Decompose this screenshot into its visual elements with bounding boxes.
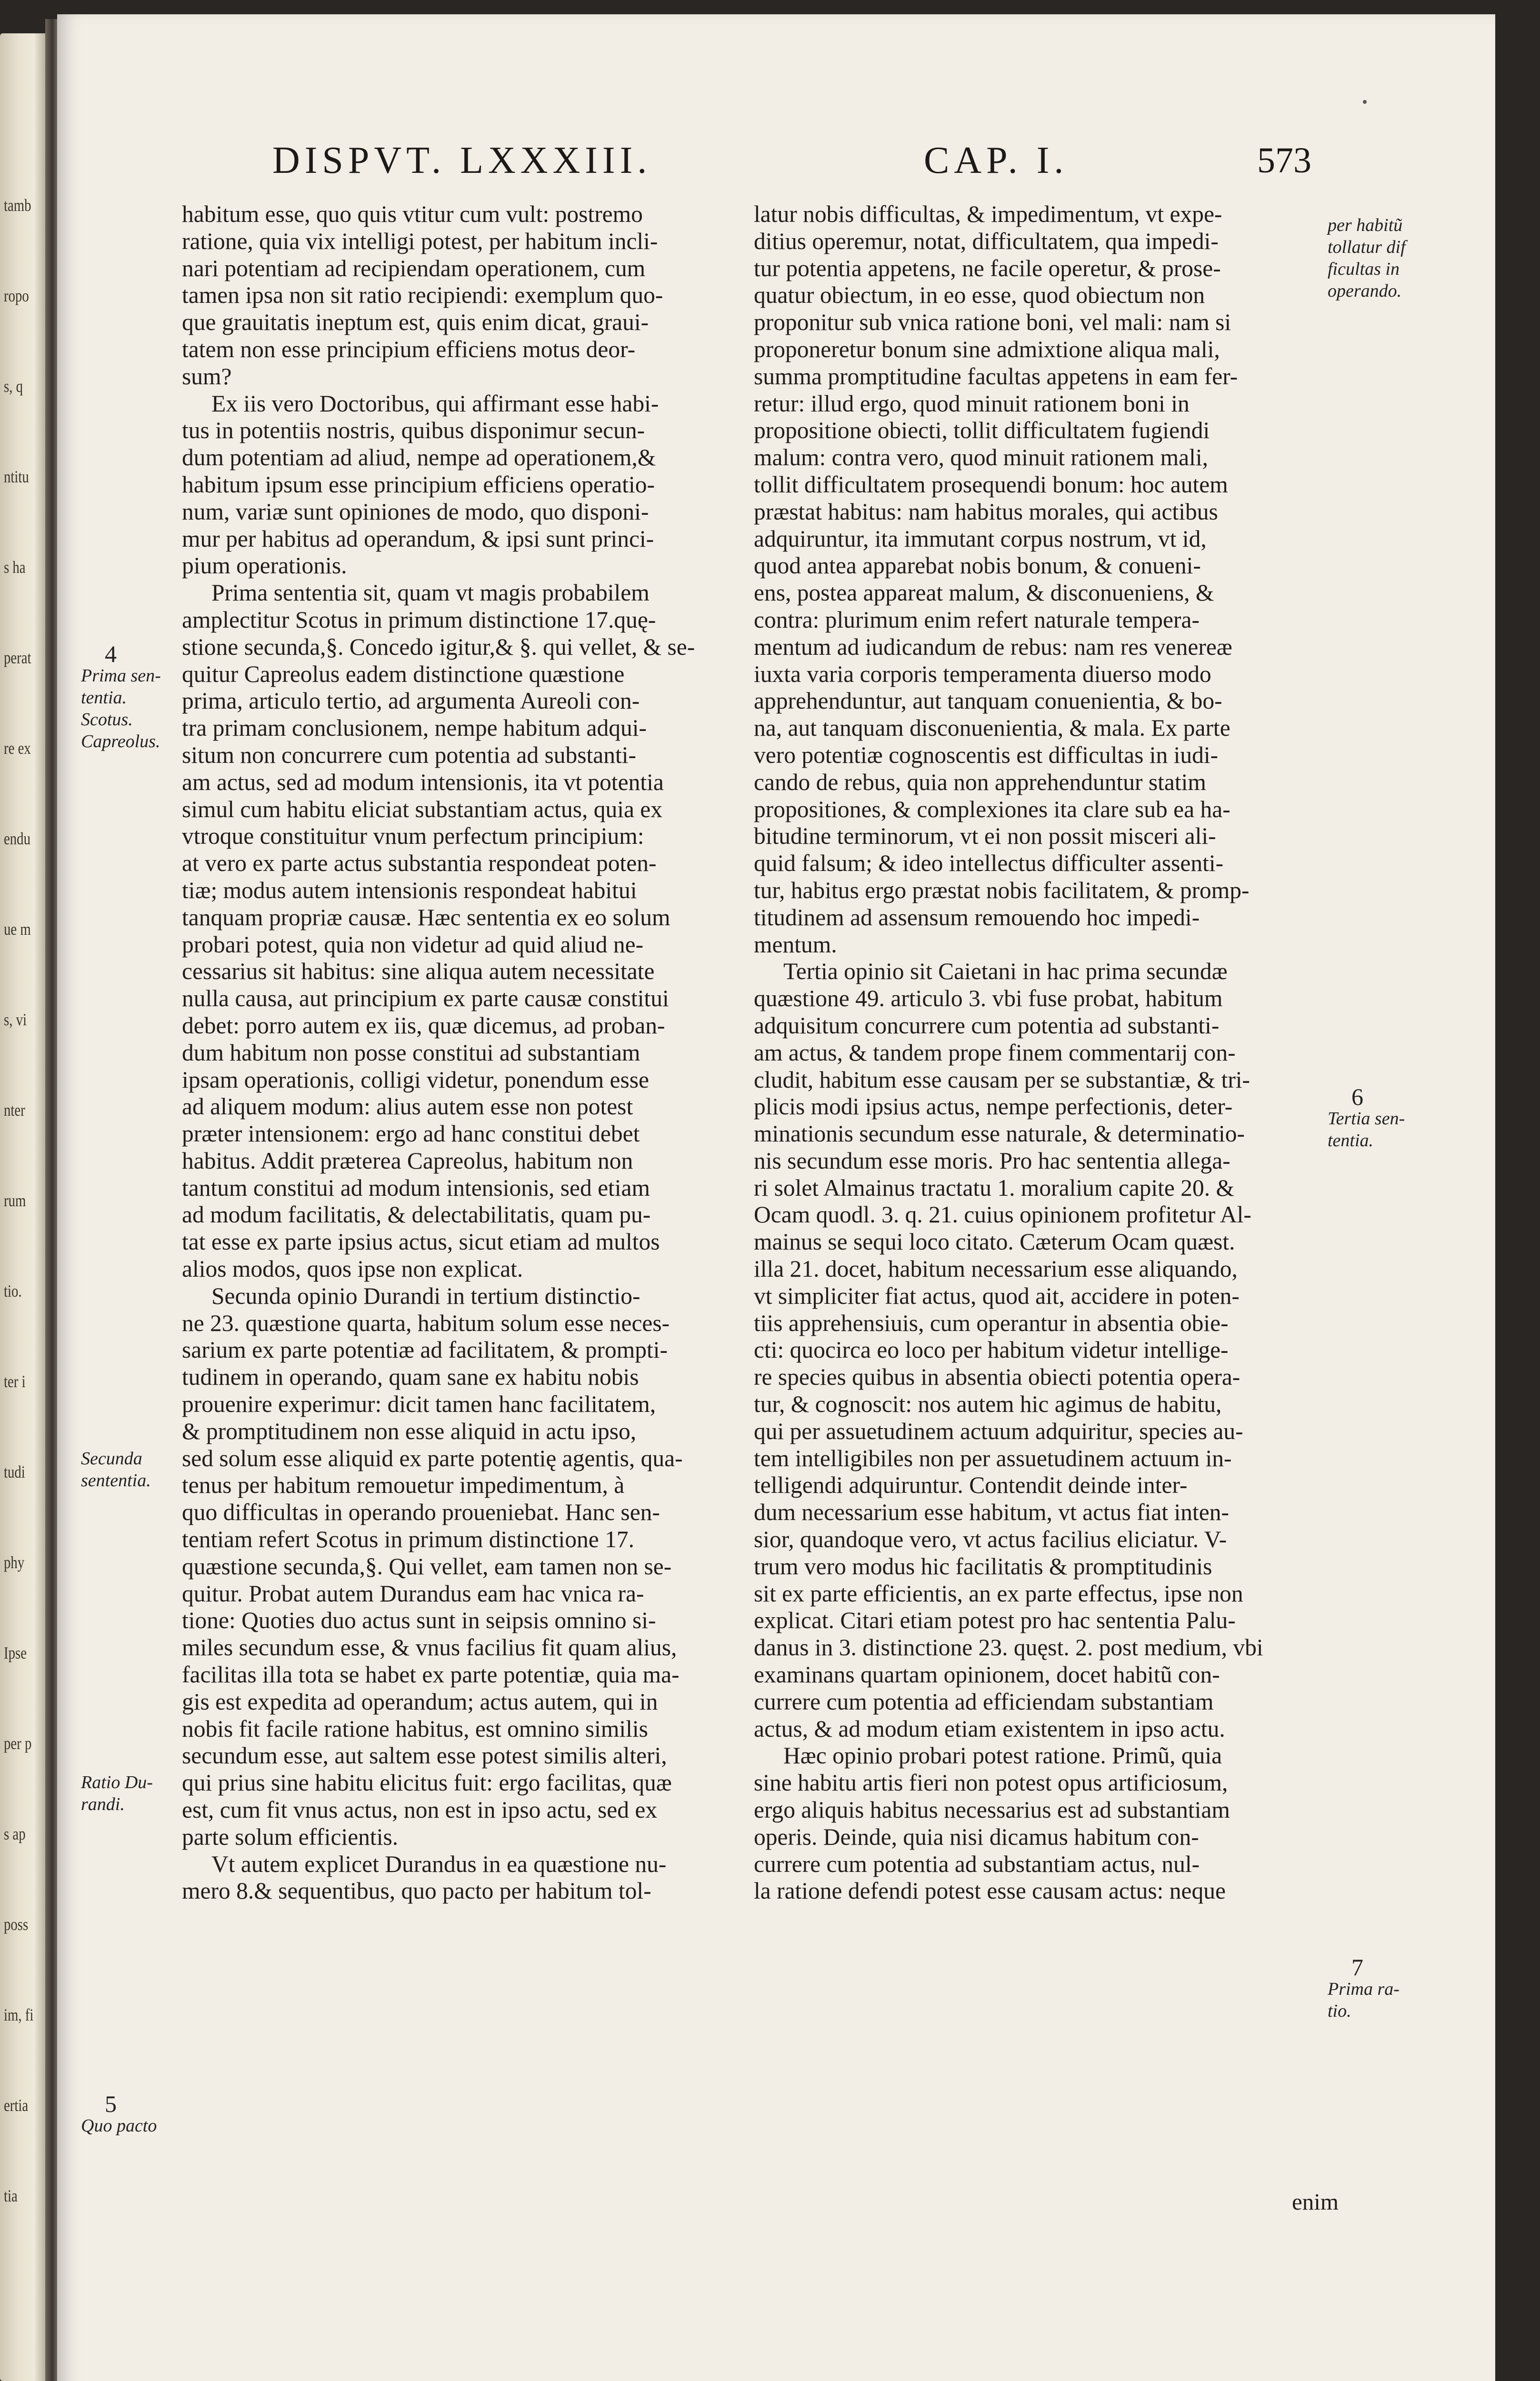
text-line: titudinem ad assensum remouendo hoc impedi- [754,904,1200,930]
text-column-left [182,201,758,1905]
text-line: tiæ; modus autem intensionis respondeat habitui [182,877,637,903]
text-line: na, aut tanquam disconuenientia, & mala. Ex parte [754,715,1230,741]
text-line: mainus se sequi loco citato. Cæterum Ocam quæst. [754,1229,1235,1255]
text-line: at vero ex parte actus substantia respondeat poten- [182,850,657,877]
facing-page-text-fragment: s, q [4,377,23,396]
text-line: vt simpliciter fiat actus, quod ait, accidere in poten- [754,1282,1240,1309]
page [57,14,1495,2381]
facing-page-text-fragment: per p [4,1734,32,1753]
text-line: tudinem in operando, quam sane ex habitu nobis [182,1364,639,1391]
facing-page-text-fragment: im, fi [4,2005,34,2024]
text-line: dum habitum non posse constitui ad substantiam [182,1039,640,1066]
text-line: tantum constitui ad modum intensionis, sed etiam [182,1174,650,1201]
text-line: nobis fit facile ratione habitus, est omnino similis [182,1715,648,1742]
text-line: tus in potentiis nostris, quibus disponimur secun- [182,417,645,444]
text-column-right [754,201,1330,1905]
text-line: Prima sententia sit, quam vt magis probabilem [211,580,650,606]
text-line: ad aliquem modum: alius autem esse non potest [182,1093,633,1120]
text-line: currere cum potentia ad efficiendam substantiam [754,1688,1214,1715]
text-line: nis secundum esse moris. Pro hac sententia allega- [754,1147,1230,1174]
margin-note-number: 4 [105,640,117,667]
margin-note [1328,1956,1400,2022]
text-line: prouenire experimur: dicit tamen hanc facilitatem, [182,1391,656,1418]
margin-note-line: sententia. [81,1471,151,1491]
text-line: tentiam refert Scotus in primum distinctione 17. [182,1526,634,1553]
text-line: Secunda opinio Durandi in tertium distinctio- [211,1282,640,1309]
text-line: sed solum esse aliquid ex parte potentię agentis, qua- [182,1445,683,1471]
margin-note [81,2093,157,2137]
text-line: am actus, & tandem prope finem commentarij con- [754,1039,1236,1066]
text-line: sarium ex parte potentiæ ad facilitatem, & prompti- [182,1337,668,1363]
margin-note-line: Tertia sen- [1328,1109,1405,1129]
running-title-left: DISPVT. LXXXIII. [272,140,652,181]
text-line: Hæc opinio probari potest ratione. Primũ, quia [783,1742,1222,1769]
facing-page-text-fragment: ue m [4,920,31,939]
margin-note-line: tentia. [81,688,127,708]
text-line: Ocam quodl. 3. q. 21. cuius opinionem profitetur Al- [754,1201,1251,1228]
text-line: mero 8.& sequentibus, quo pacto per habitum tol- [182,1878,651,1904]
text-line: tur, habitus ergo præstat nobis facilitatem, & promp- [754,877,1250,903]
text-line: contra: plurimum enim refert naturale tempera- [754,606,1200,633]
text-line: proponeretur bonum sine admixtione aliqua mali, [754,336,1220,362]
facing-page-text-fragment: Ipse [4,1643,27,1662]
text-line: tenus per habitum remouetur impedimentum, à [182,1472,625,1499]
text-line: tanquam propriæ causæ. Hæc sententia ex eo solum [182,904,670,930]
text-line: re species quibus in absentia obiecti potentia opera- [754,1364,1240,1391]
text-line: currere cum potentia ad substantiam actus, nul- [754,1851,1200,1877]
text-line: probari potest, quia non videtur ad quid aliud ne- [182,931,644,958]
margin-note-line: tentia. [1328,1130,1374,1150]
margin-note-line: per habitũ [1328,215,1403,235]
text-line: tur, & cognoscit: nos autem hic agimus de habitu, [754,1391,1222,1418]
text-line: ens, postea appareat malum, & disconueniens, & [754,580,1214,606]
margin-note-line: Prima ra- [1328,1979,1400,1999]
text-line: dum potentiam ad aliud, nempe ad operationem,& [182,444,656,471]
text-line: danus in 3. distinctione 23. quęst. 2. post medium, vbi [754,1634,1263,1661]
text-line: gis est expedita ad operandum; actus autem, qui in [182,1688,658,1715]
text-line: miles secundum esse, & vnus facilius fit quam alius, [182,1634,677,1661]
text-line: habitum esse, quo quis vtitur cum vult: postremo [182,201,643,227]
facing-page-text-fragment: tio. [4,1281,22,1301]
text-line: bitudine terminorum, vt ei non possit misceri ali- [754,823,1216,850]
text-line: nulla causa, aut principium ex parte causæ constitui [182,985,669,1012]
text-line: explicat. Citari etiam potest pro hac sententia Palu- [754,1607,1236,1634]
text-line: malum: contra vero, quod minuit rationem mali, [754,444,1209,471]
text-line: pium operationis. [182,552,347,579]
margin-note [1328,214,1406,302]
text-line: tra primam conclusionem, nempe habitum adqui- [182,715,647,741]
text-line: tione: Quoties duo actus sunt in seipsis omnino si- [182,1607,656,1634]
margin-note [81,1771,153,1815]
text-line: quitur Capreolus eadem distinctione quæstione [182,660,625,687]
text-line: apprehenduntur, aut tanquam conuenientia, & bo- [754,688,1222,714]
text-line: que grauitatis ineptum est, quis enim dicat, graui- [182,309,649,336]
text-line: Ex iis vero Doctoribus, qui affirmant esse habi- [211,390,659,417]
margin-note-line: operando. [1328,281,1402,301]
text-line: summa promptitudine facultas appetens in eam fer- [754,363,1238,390]
text-line: Tertia opinio sit Caietani in hac prima secundæ [783,958,1228,985]
text-line: ergo aliquis habitus necessarius est ad substantiam [754,1797,1230,1823]
text-line: habitum ipsum esse principium efficiens operatio- [182,471,655,498]
facing-page-text-fragment: endu [4,829,30,848]
margin-note-number: 7 [1351,1954,1363,1981]
text-line: & promptitudinem non esse aliquid in actu ipso, [182,1418,637,1444]
margin-note-line: Capreolus. [81,731,160,751]
text-line: ipsam operationis, colligi videtur, ponendum esse [182,1066,649,1093]
facing-page-text-fragment: ertia [4,2096,29,2115]
margin-note-line: Ratio Du- [81,1772,153,1792]
text-line: propositione obiecti, tollit difficultatem fugiendi [754,417,1210,444]
text-line: vtroque constituitur vnum perfectum principium: [182,823,644,850]
text-line: habitus. Addit præterea Capreolus, habitum non [182,1147,633,1174]
facing-page-text-fragment: rum [4,1191,26,1210]
text-line: quæstione secunda,§. Qui vellet, eam tamen non se- [182,1553,672,1580]
text-line: tamen ipsa non sit ratio recipiendi: exemplum quo- [182,282,663,309]
text-line: operis. Deinde, quia nisi dicamus habitum con- [754,1823,1199,1850]
text-line: am actus, sed ad modum intensionis, ita vt potentia [182,769,664,795]
text-line: ratione, quia vix intelligi potest, per habitum incli- [182,228,658,254]
text-line: minationis secundum esse naturale, & determinatio- [754,1120,1245,1147]
text-line: tatem non esse principium efficiens motus deor- [182,336,636,362]
text-line: simul cum habitu eliciat substantiam actus, quia ex [182,796,663,822]
margin-note [81,1448,151,1491]
text-line: alios modos, quos ipse non explicat. [182,1256,523,1282]
margin-note-number: 5 [105,2091,117,2117]
margin-note-number: 6 [1351,1083,1363,1110]
text-line: tat esse ex parte ipsius actus, sicut etiam ad multos [182,1229,660,1255]
facing-page-text-fragment: s, vi [4,1010,27,1029]
text-line: Vt autem explicet Durandus in ea quæstione nu- [211,1851,667,1877]
text-line: actus, & ad modum etiam existentem in ipso actu. [754,1715,1225,1742]
facing-page-edge [0,33,45,2381]
text-line: quatur obiectum, in eo esse, quod obiectum non [754,282,1205,309]
facing-page-text-fragment: ter i [4,1372,26,1391]
text-line: quod antea apparebat nobis bonum, & conueni- [754,552,1201,579]
text-line: quæstione 49. articulo 3. vbi fuse probat, habitum [754,985,1223,1012]
text-line: prima, articulo tertio, ad argumenta Aureoli con- [182,688,640,714]
text-line: adquiruntur, ita immutant corpus nostrum, vt id, [754,525,1207,552]
margin-note-line: tio. [1328,2001,1351,2021]
text-line: amplectitur Scotus in primum distinctione 17.quę- [182,606,656,633]
facing-page-text-fragment: s ap [4,1824,26,1843]
text-line: facilitas illa tota se habet ex parte potentiæ, quia ma- [182,1661,680,1688]
text-line: latur nobis difficultas, & impedimentum, vt expe- [754,201,1222,227]
text-line: sit ex parte efficientis, an ex parte effectus, ipse non [754,1580,1243,1607]
text-line: est, cum fit vnus actus, non est in ipso actu, sed ex [182,1797,658,1823]
text-line: sior, quandoque vero, vt actus facilius eliciatur. V- [754,1526,1227,1553]
text-line: mentum. [754,931,837,958]
text-line: secundum esse, aut saltem esse potest similis alteri, [182,1742,667,1769]
margin-note-line: Secunda [81,1449,142,1469]
text-line: adquisitum concurrere cum potentia ad substanti- [754,1012,1220,1039]
margin-note [1328,1083,1405,1151]
text-line: num, variæ sunt opiniones de modo, quo disponi- [182,498,649,525]
facing-page-text-fragment: tudi [4,1462,25,1481]
facing-page-text-fragment: ropo [4,286,29,305]
text-line: qui per assuetudinem actuum adquiritur, species au- [754,1418,1243,1444]
text-line: propositiones, & complexiones ita clare sub ea ha- [754,796,1230,822]
facing-page-text-fragment: phy [4,1553,25,1572]
text-line: ne 23. quæstione quarta, habitum solum esse neces- [182,1310,670,1336]
text-line: plicis modi ipsius actus, nempe perfectionis, deter- [754,1093,1233,1120]
text-line: nari potentiam ad recipiendam operationem, cum [182,255,646,281]
text-line: proponitur sub vnica ratione boni, vel mali: nam si [754,309,1231,336]
text-line: quitur. Probat autem Durandus eam hac vnica ra- [182,1580,644,1607]
text-line: tur potentia appetens, ne facile operetur, & prose- [754,255,1221,281]
margin-note-line: Quo pacto [81,2116,157,2136]
facing-page-text-fragment: tia [4,2186,18,2205]
facing-page-text-fragment: re ex [4,739,31,758]
margin-note-line: tollatur dif [1328,237,1406,257]
margin-note-line: ficultas in [1328,259,1400,279]
text-line: ad modum facilitatis, & delectabilitatis, quam pu- [182,1201,651,1228]
text-line: examinans quartam opinionem, docet habitũ con- [754,1661,1220,1688]
text-line: cessarius sit habitus: sine aliqua autem necessitate [182,958,655,985]
text-line: la ratione defendi potest esse causam actus: neque [754,1878,1226,1904]
text-line: tem intelligibiles non per assuetudinem actuum in- [754,1445,1232,1471]
text-line: situm non concurrere cum potentia ad substanti- [182,741,636,768]
facing-page-text-fragment: perat [4,648,31,667]
text-line: retur: illud ergo, quod minuit rationem boni in [754,390,1190,417]
text-line: præter intensionem: ergo ad hanc constitui debet [182,1120,640,1147]
facing-page-text-fragment: poss [4,1915,29,1934]
catchword: enim [1292,2189,1339,2215]
text-line: mentum ad iudicandum de rebus: nam res venereæ [754,633,1232,660]
margin-note [81,640,161,752]
text-line: præstat habitus: nam habitus morales, qui actibus [754,498,1218,525]
text-line: trum vero modus hic facilitatis & promptitudinis [754,1553,1212,1580]
text-line: quid falsum; & ideo intellectus difficulter assenti- [754,850,1224,877]
page-number: 573 [1257,140,1311,180]
margin-note-line: Prima sen- [81,666,161,686]
margin-note-line: randi. [81,1794,125,1814]
text-line: vero potentiæ cognoscentis est difficultas in iudi- [754,741,1219,768]
text-line: cludit, habitum esse causam per se substantiæ, & tri- [754,1066,1250,1093]
running-title-center: CAP. I. [924,140,1069,181]
text-line: parte solum efficientis. [182,1823,399,1850]
text-line: illa 21. docet, habitum necessarium esse aliquando, [754,1256,1238,1282]
text-line: mur per habitus ad operandum, & ipsi sunt princi- [182,525,654,552]
ink-speck [1363,100,1367,104]
text-line: ditius operemur, notat, difficultatem, qua impedi- [754,228,1219,254]
text-line: telligendi adquiruntur. Contendit deinde inter- [754,1472,1188,1499]
facing-page-text-fragment: nter [4,1100,25,1120]
text-line: ri solet Almainus tractatu 1. moralium capite 20. & [754,1174,1235,1201]
text-line: stione secunda,§. Concedo igitur,& §. qui vellet, & se- [182,633,695,660]
margin-note-line: Scotus. [81,710,133,730]
text-line: sine habitu artis fieri non potest opus artificiosum, [754,1770,1228,1796]
facing-page-text-fragment: s ha [4,558,26,577]
facing-page-text-fragment: ntitu [4,467,29,486]
text-line: sum? [182,363,232,390]
text-line: iuxta varia corporis temperamenta diuerso modo [754,660,1211,687]
text-line: cti: quocirca eo loco per habitum videtur intellige- [754,1337,1229,1363]
text-line: cando de rebus, quia non apprehenduntur statim [754,769,1206,795]
text-line: qui prius sine habitu elicitus fuit: ergo facilitas, quæ [182,1770,672,1796]
text-line: quo difficultas in operando proueniebat. Hanc sen- [182,1499,660,1526]
text-line: tiis apprehensiuis, cum operantur in absentia obie- [754,1310,1229,1336]
text-line: debet: porro autem ex iis, quæ dicemus, ad proban- [182,1012,665,1039]
facing-page-text-fragment: tamb [4,196,31,215]
text-line: tollit difficultatem prosequendi bonum: hoc autem [754,471,1228,498]
text-line: dum necessarium esse habitum, vt actus fiat inten- [754,1499,1229,1526]
